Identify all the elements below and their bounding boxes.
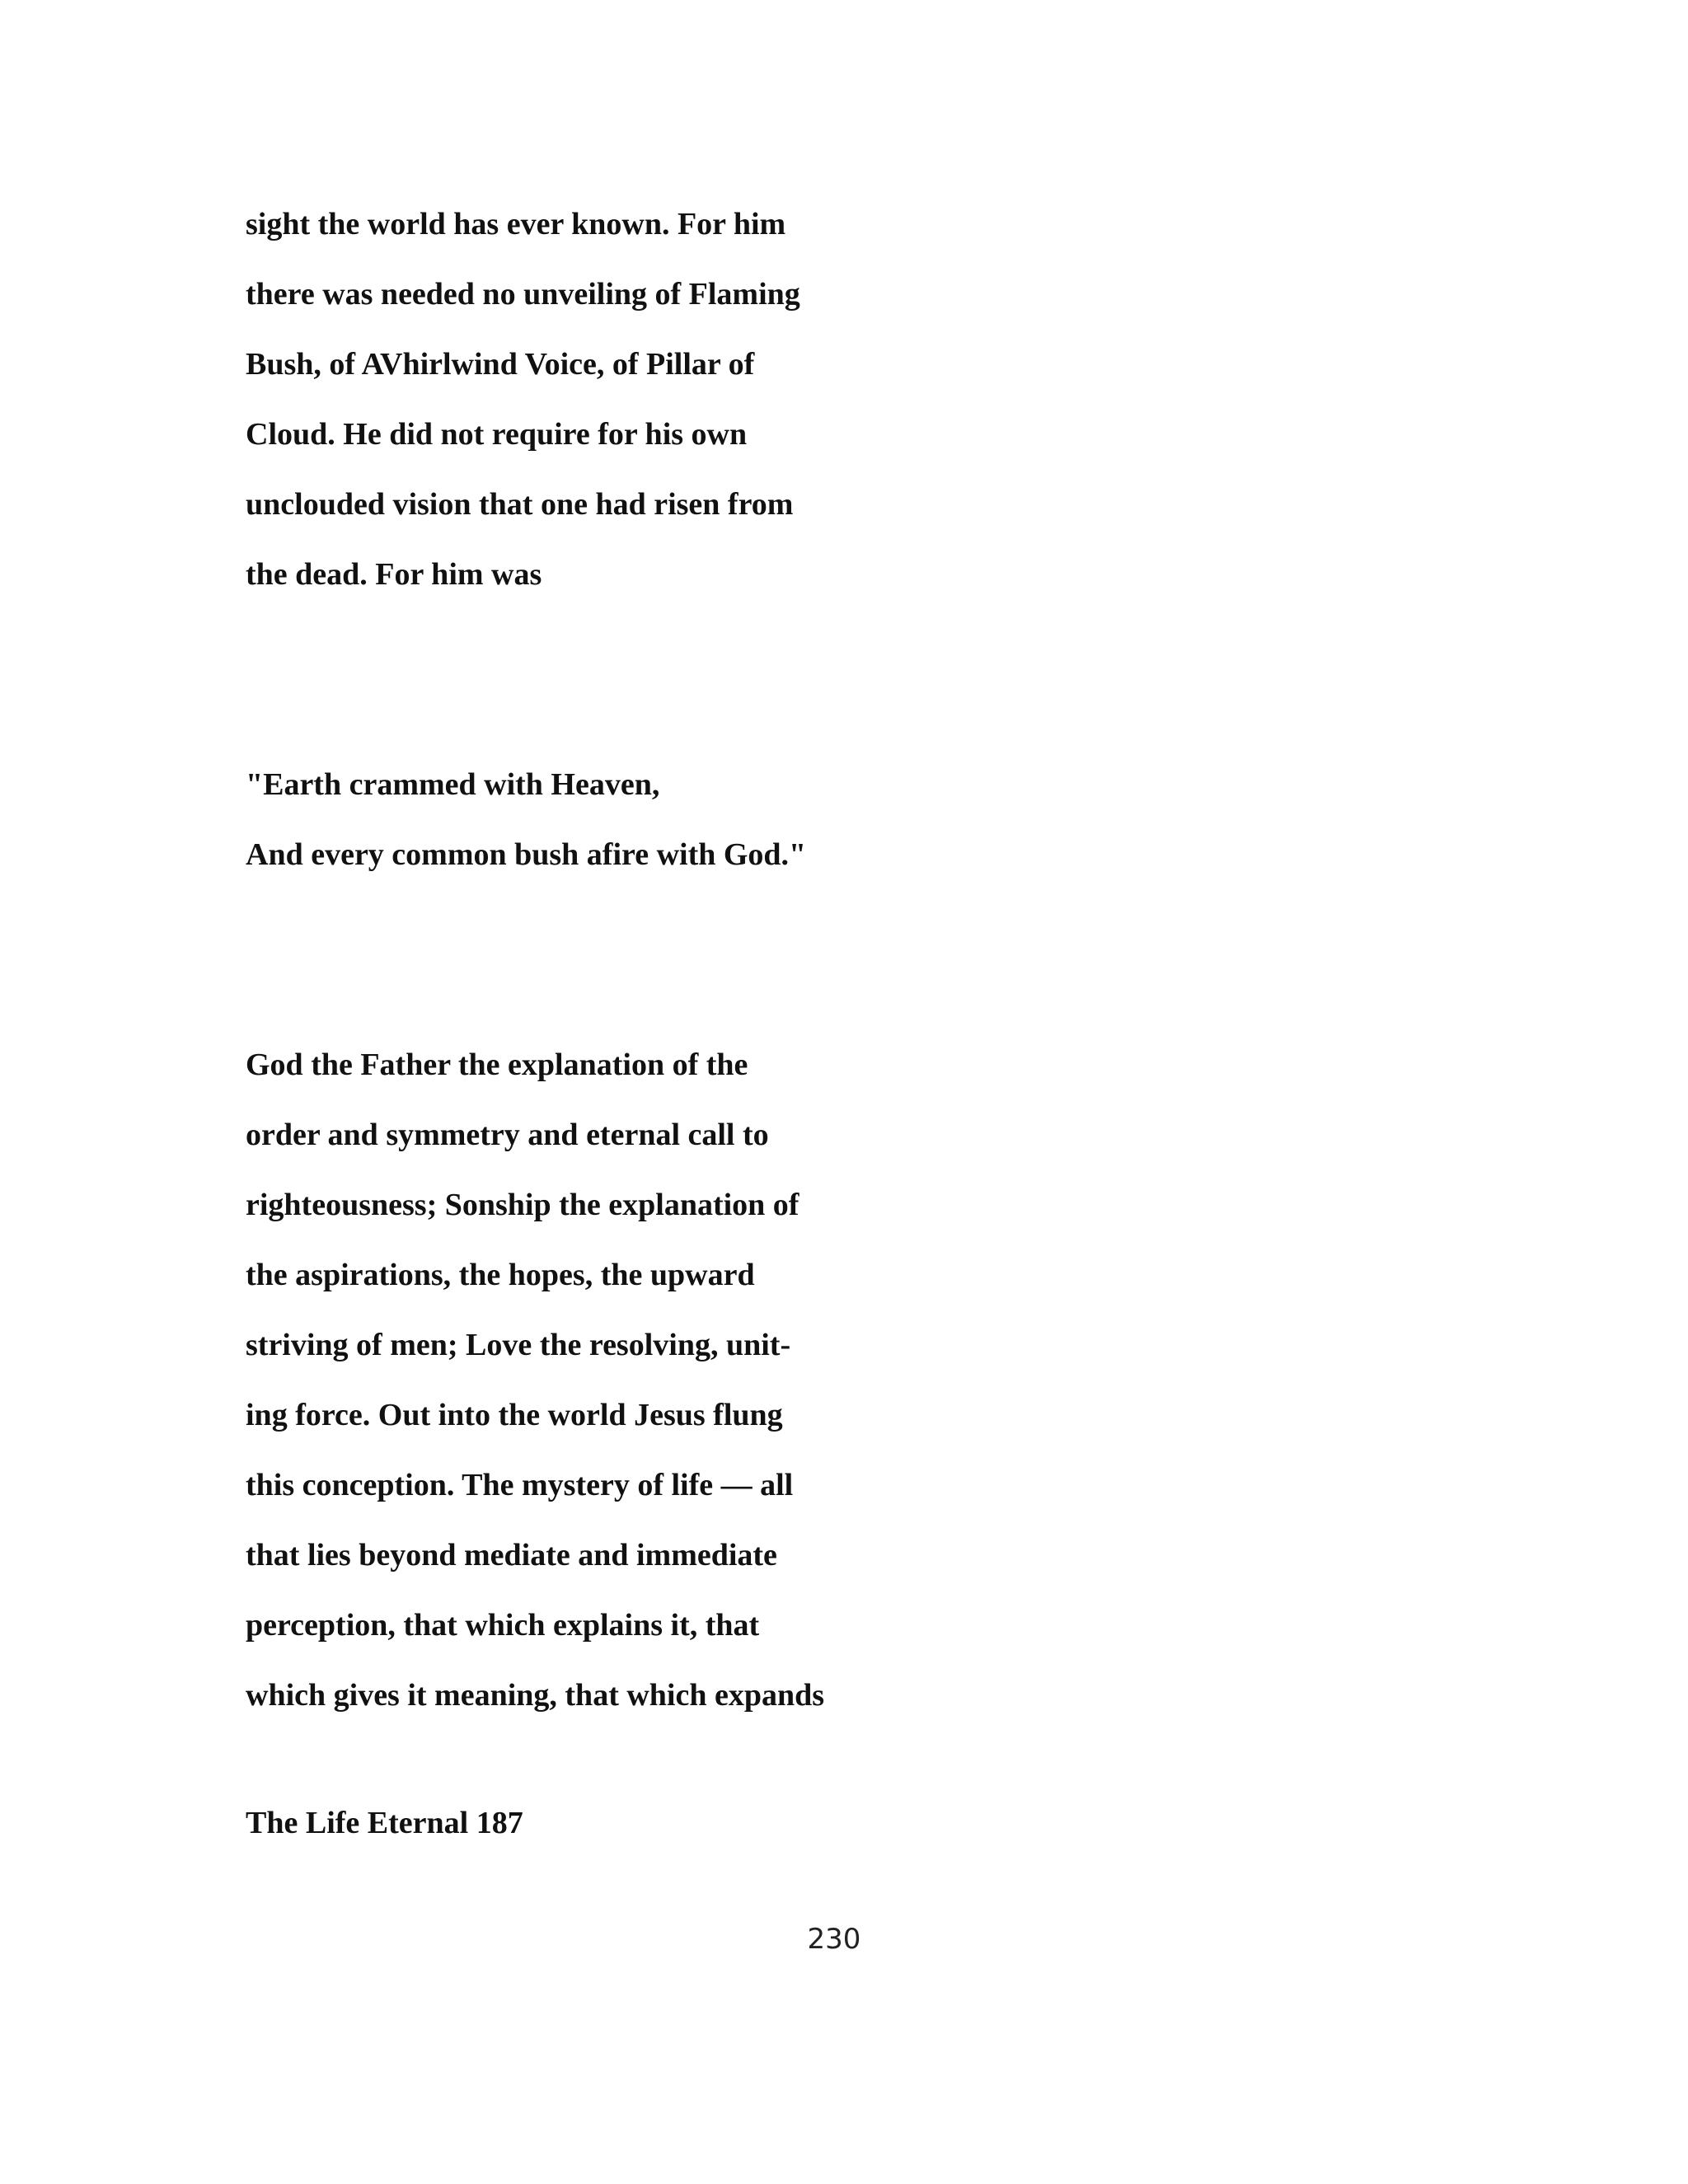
text-line: ing force. Out into the world Jesus flung [246, 1398, 783, 1432]
text-line: this conception. The mystery of life — all [246, 1468, 794, 1502]
text-line: the aspirations, the hopes, the upward [246, 1258, 755, 1292]
paragraph-1 [246, 190, 1482, 610]
text-line: order and symmetry and eternal call to [246, 1118, 769, 1152]
body-text [246, 190, 1482, 1731]
blank-line [246, 960, 1482, 1030]
paragraph-2 [246, 1030, 1482, 1731]
running-footer: The Life Eternal 187 [246, 1806, 523, 1840]
text-line: the dead. For him was [246, 557, 542, 592]
text-line: striving of men; Love the resolving, unit- [246, 1328, 791, 1362]
quote-line: "Earth crammed with Heaven, [246, 767, 660, 802]
text-line: unclouded vision that one had risen from [246, 487, 794, 522]
text-line: righteousness; Sonship the explanation of [246, 1188, 799, 1222]
text-line: God the Father the explanation of the [246, 1047, 748, 1082]
text-line: there was needed no unveiling of Flaming [246, 277, 800, 312]
blank-line [246, 610, 1482, 680]
text-line: Cloud. He did not require for his own [246, 417, 748, 452]
quote-line: And every common bush afire with God." [246, 837, 807, 872]
blank-line [246, 680, 1482, 750]
text-line: sight the world has ever known. For him [246, 207, 786, 241]
text-line: perception, that which explains it, that [246, 1608, 760, 1643]
text-line: that lies beyond mediate and immediate [246, 1538, 777, 1572]
quote-block [246, 750, 1482, 890]
blank-line [246, 890, 1482, 960]
text-line: Bush, of AVhirlwind Voice, of Pillar of [246, 347, 755, 382]
text-line: which gives it meaning, that which expands [246, 1678, 825, 1713]
page-number: 230 [807, 1923, 861, 1956]
